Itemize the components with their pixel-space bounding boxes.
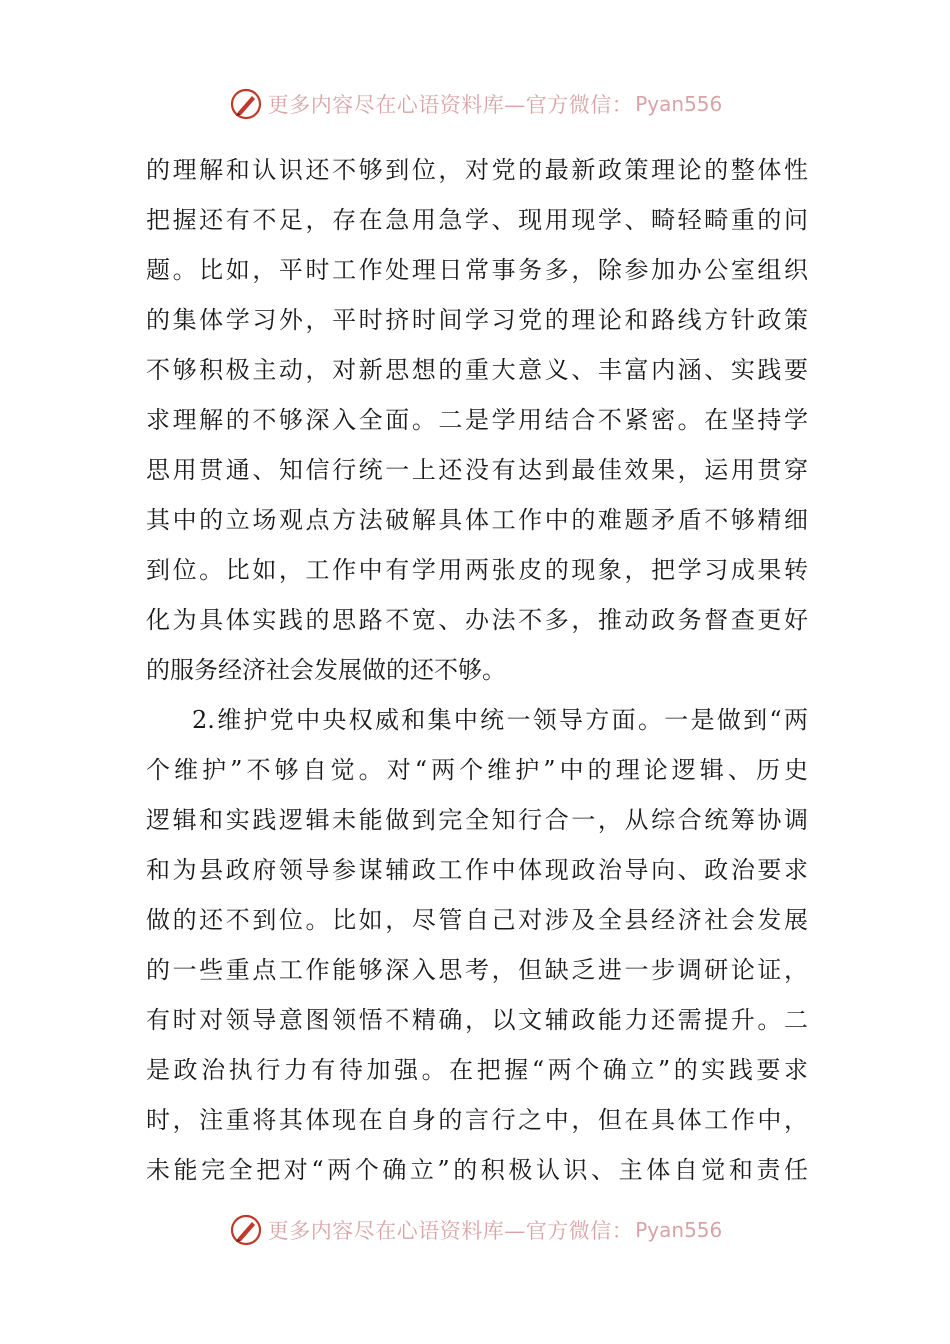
pen-logo-icon [228,1212,264,1248]
header-banner-text: 更多内容尽在心语资料库—官方微信： [267,93,634,117]
paragraph-2 [146,695,808,1195]
text-line: 到位。比如，工作中有学用两张皮的现象，把学习成果转 [146,556,808,584]
text-line: 逻辑和实践逻辑未能做到完全知行合一，从综合统筹协调 [146,806,808,834]
header-banner [0,84,950,124]
text-line: 是政治执行力有待加强。在把握“两个确立”的实践要求 [146,1056,808,1084]
document-body [146,145,808,1195]
text-line: 未能完全把对“两个确立”的积极认识、主体自觉和责任 [146,1156,808,1184]
text-line: 题。比如，平时工作处理日常事务多，除参加办公室组织 [146,256,808,284]
text-line: 的服务经济社会发展做的还不够。 [146,656,506,684]
footer-banner-text: 更多内容尽在心语资料库—官方微信： [267,1219,634,1243]
text-line: 时，注重将其体现在自身的言行之中，但在具体工作中， [146,1106,808,1134]
text-line: 个维护”不够自觉。对“两个维护”中的理论逻辑、历史 [146,756,808,784]
text-line: 有时对领导意图领悟不精确，以文辅政能力还需提升。二 [146,1006,808,1034]
text-line: 化为具体实践的思路不宽、办法不多，推动政务督查更好 [146,606,808,634]
text-line: 做的还不到位。比如，尽管自己对涉及全县经济社会发展 [146,906,808,934]
text-line: 和为县政府领导参谋辅政工作中体现政治导向、政治要求 [146,856,808,884]
footer-banner [0,1210,950,1250]
text-line: 的理解和认识还不够到位，对党的最新政策理论的整体性 [146,156,808,184]
text-line: 思用贯通、知信行统一上还没有达到最佳效果，运用贯穿 [146,456,808,484]
header-wechat-id: Pyan556 [635,92,723,116]
text-line: 的集体学习外，平时挤时间学习党的理论和路线方针政策 [146,306,808,334]
text-line: 的一些重点工作能够深入思考，但缺乏进一步调研论证， [146,956,808,984]
text-line: 不够积极主动，对新思想的重大意义、丰富内涵、实践要 [146,356,808,384]
footer-wechat-id: Pyan556 [635,1218,723,1242]
text-line: 其中的立场观点方法破解具体工作中的难题矛盾不够精细 [146,506,808,534]
paragraph-1 [146,145,808,695]
text-line: 2.维护党中央权威和集中统一领导方面。一是做到“两 [192,706,808,734]
text-line: 把握还有不足，存在急用急学、现用现学、畸轻畸重的问 [146,206,808,234]
pen-logo-icon [228,86,264,122]
text-line: 求理解的不够深入全面。二是学用结合不紧密。在坚持学 [146,406,808,434]
